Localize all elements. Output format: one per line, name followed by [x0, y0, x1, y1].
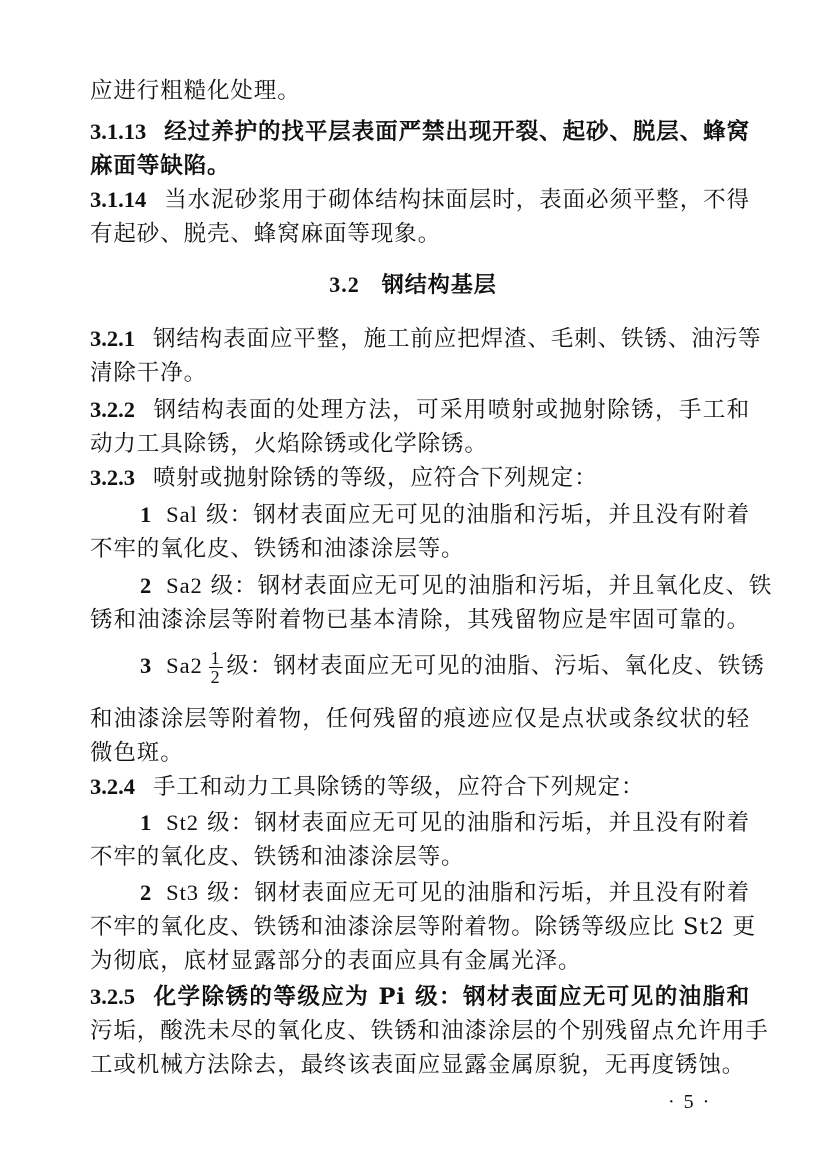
grade-code: Sal: [166, 502, 198, 527]
grade-code: St3: [166, 880, 199, 905]
section-number: 3.2: [329, 272, 360, 297]
item-text: 微色斑。: [90, 740, 184, 766]
clause-3-2-3: [90, 461, 750, 495]
item-text: 级：钢材表面应无可见的油脂和污垢，并且没有附着: [207, 810, 750, 836]
text-line: [90, 217, 750, 251]
list-item: [140, 498, 750, 532]
item-text: 不牢的氧化皮、铁锈和油漆涂层等。: [90, 536, 465, 562]
item-text: 级：钢材表面应无可见的油脂和污垢，并且氧化皮、铁: [210, 573, 773, 599]
text-line: [90, 74, 750, 108]
clause-text: 动力工具除锈，火焰除锈或化学除锈。: [90, 431, 488, 457]
clause-3-2-5: [90, 980, 750, 1014]
item-text: 级：钢材表面应无可见的油脂和污垢，并且没有附着: [205, 502, 750, 528]
fraction-numerator: 1: [210, 647, 221, 668]
text-line: [90, 427, 750, 461]
item-text: 为彻底，底材显露部分的表面应具有金属光泽。: [90, 948, 582, 974]
fraction-denominator: 2: [210, 666, 221, 687]
clause-number: 3.1.14: [90, 187, 147, 212]
clause-text: 经过养护的找平层表面严禁出现开裂、起砂、脱层、蜂窝: [164, 119, 750, 145]
clause-text: 化学除锈的等级应为 Pi 级：钢材表面应无可见的油脂和: [153, 984, 750, 1010]
text-line: [90, 840, 750, 874]
clause-text: 喷射或抛射除锈的等级，应符合下列规定：: [153, 465, 598, 491]
item-number: 2: [140, 880, 153, 905]
clause-text: 钢结构表面应平整，施工前应把焊渣、毛刺、铁锈、油污等: [153, 326, 762, 352]
item-text: 和油漆涂层等附着物，任何残留的痕迹应仅是点状或条纹状的轻: [90, 706, 750, 732]
clause-number: 3.2.3: [90, 465, 135, 490]
item-text: 不牢的氧化皮、铁锈和油漆涂层等。: [90, 844, 465, 870]
clause-text: 当水泥砂浆用于砌体结构抹面层时，表面必须平整，不得: [164, 187, 750, 213]
grade-code: Sa2: [166, 653, 203, 678]
clause-3-1-13: [90, 115, 750, 149]
item-text: 锈和油漆涂层等附着物已基本清除，其残留物应是牢固可靠的。: [90, 607, 750, 633]
text-line: [90, 702, 750, 736]
text-line: [90, 944, 750, 978]
clause-text: 手工和动力工具除锈的等级，应符合下列规定：: [153, 774, 645, 800]
fraction: [209, 649, 223, 686]
text-line: [90, 356, 750, 390]
text-line: [90, 736, 750, 770]
clause-3-1-14: [90, 183, 750, 217]
clause-text: 污垢，酸洗未尽的氧化皮、铁锈和油漆涂层的个别残留点允许用手: [90, 1018, 769, 1044]
text-line: [90, 603, 750, 637]
clause-text: 清除干净。: [90, 360, 208, 386]
text-line: [90, 1014, 769, 1048]
section-heading: [0, 268, 826, 302]
item-number: 2: [140, 573, 153, 598]
item-text: 级：钢材表面应无可见的油脂、污垢、氧化皮、铁锈: [226, 653, 765, 679]
clause-3-2-4: [90, 770, 750, 804]
item-text: 不牢的氧化皮、铁锈和油漆涂层等附着物。除锈等级应比 St2 更: [90, 914, 756, 940]
item-number: 3: [140, 653, 153, 678]
list-item: [140, 569, 773, 603]
clause-number: 3.2.1: [90, 326, 135, 351]
clause-text: 有起砂、脱壳、蜂窝麻面等现象。: [90, 221, 442, 247]
clause-text: 工或机械方法除去，最终该表面应显露金属原貌，无再度锈蚀。: [90, 1052, 746, 1078]
item-number: 1: [140, 502, 153, 527]
clause-number: 3.2.2: [90, 397, 135, 422]
page-number: · 5 ·: [668, 1091, 712, 1113]
text-line: [90, 910, 756, 944]
clause-3-2-2: [90, 393, 750, 427]
clause-text: 钢结构表面的处理方法，可采用喷射或抛射除锈，手工和: [153, 397, 750, 423]
text-line: [90, 532, 750, 566]
clause-text: 麻面等缺陷。: [90, 153, 231, 179]
text-line: [90, 1048, 750, 1082]
grade-code: Sa2: [166, 573, 203, 598]
grade-code: St2: [166, 810, 199, 835]
section-title: 钢结构基层: [381, 272, 497, 298]
clause-3-2-1: [90, 322, 762, 356]
list-item: [140, 876, 750, 910]
text-line: [90, 149, 750, 183]
item-text: 级：钢材表面应无可见的油脂和污垢，并且没有附着: [207, 880, 750, 906]
item-number: 1: [140, 810, 153, 835]
paragraph-text: 应进行粗糙化处理。: [90, 78, 301, 104]
clause-number: 3.2.4: [90, 774, 135, 799]
clause-number: 3.1.13: [90, 119, 147, 144]
clause-number: 3.2.5: [90, 984, 135, 1009]
list-item: [140, 646, 765, 687]
list-item: [140, 806, 750, 840]
